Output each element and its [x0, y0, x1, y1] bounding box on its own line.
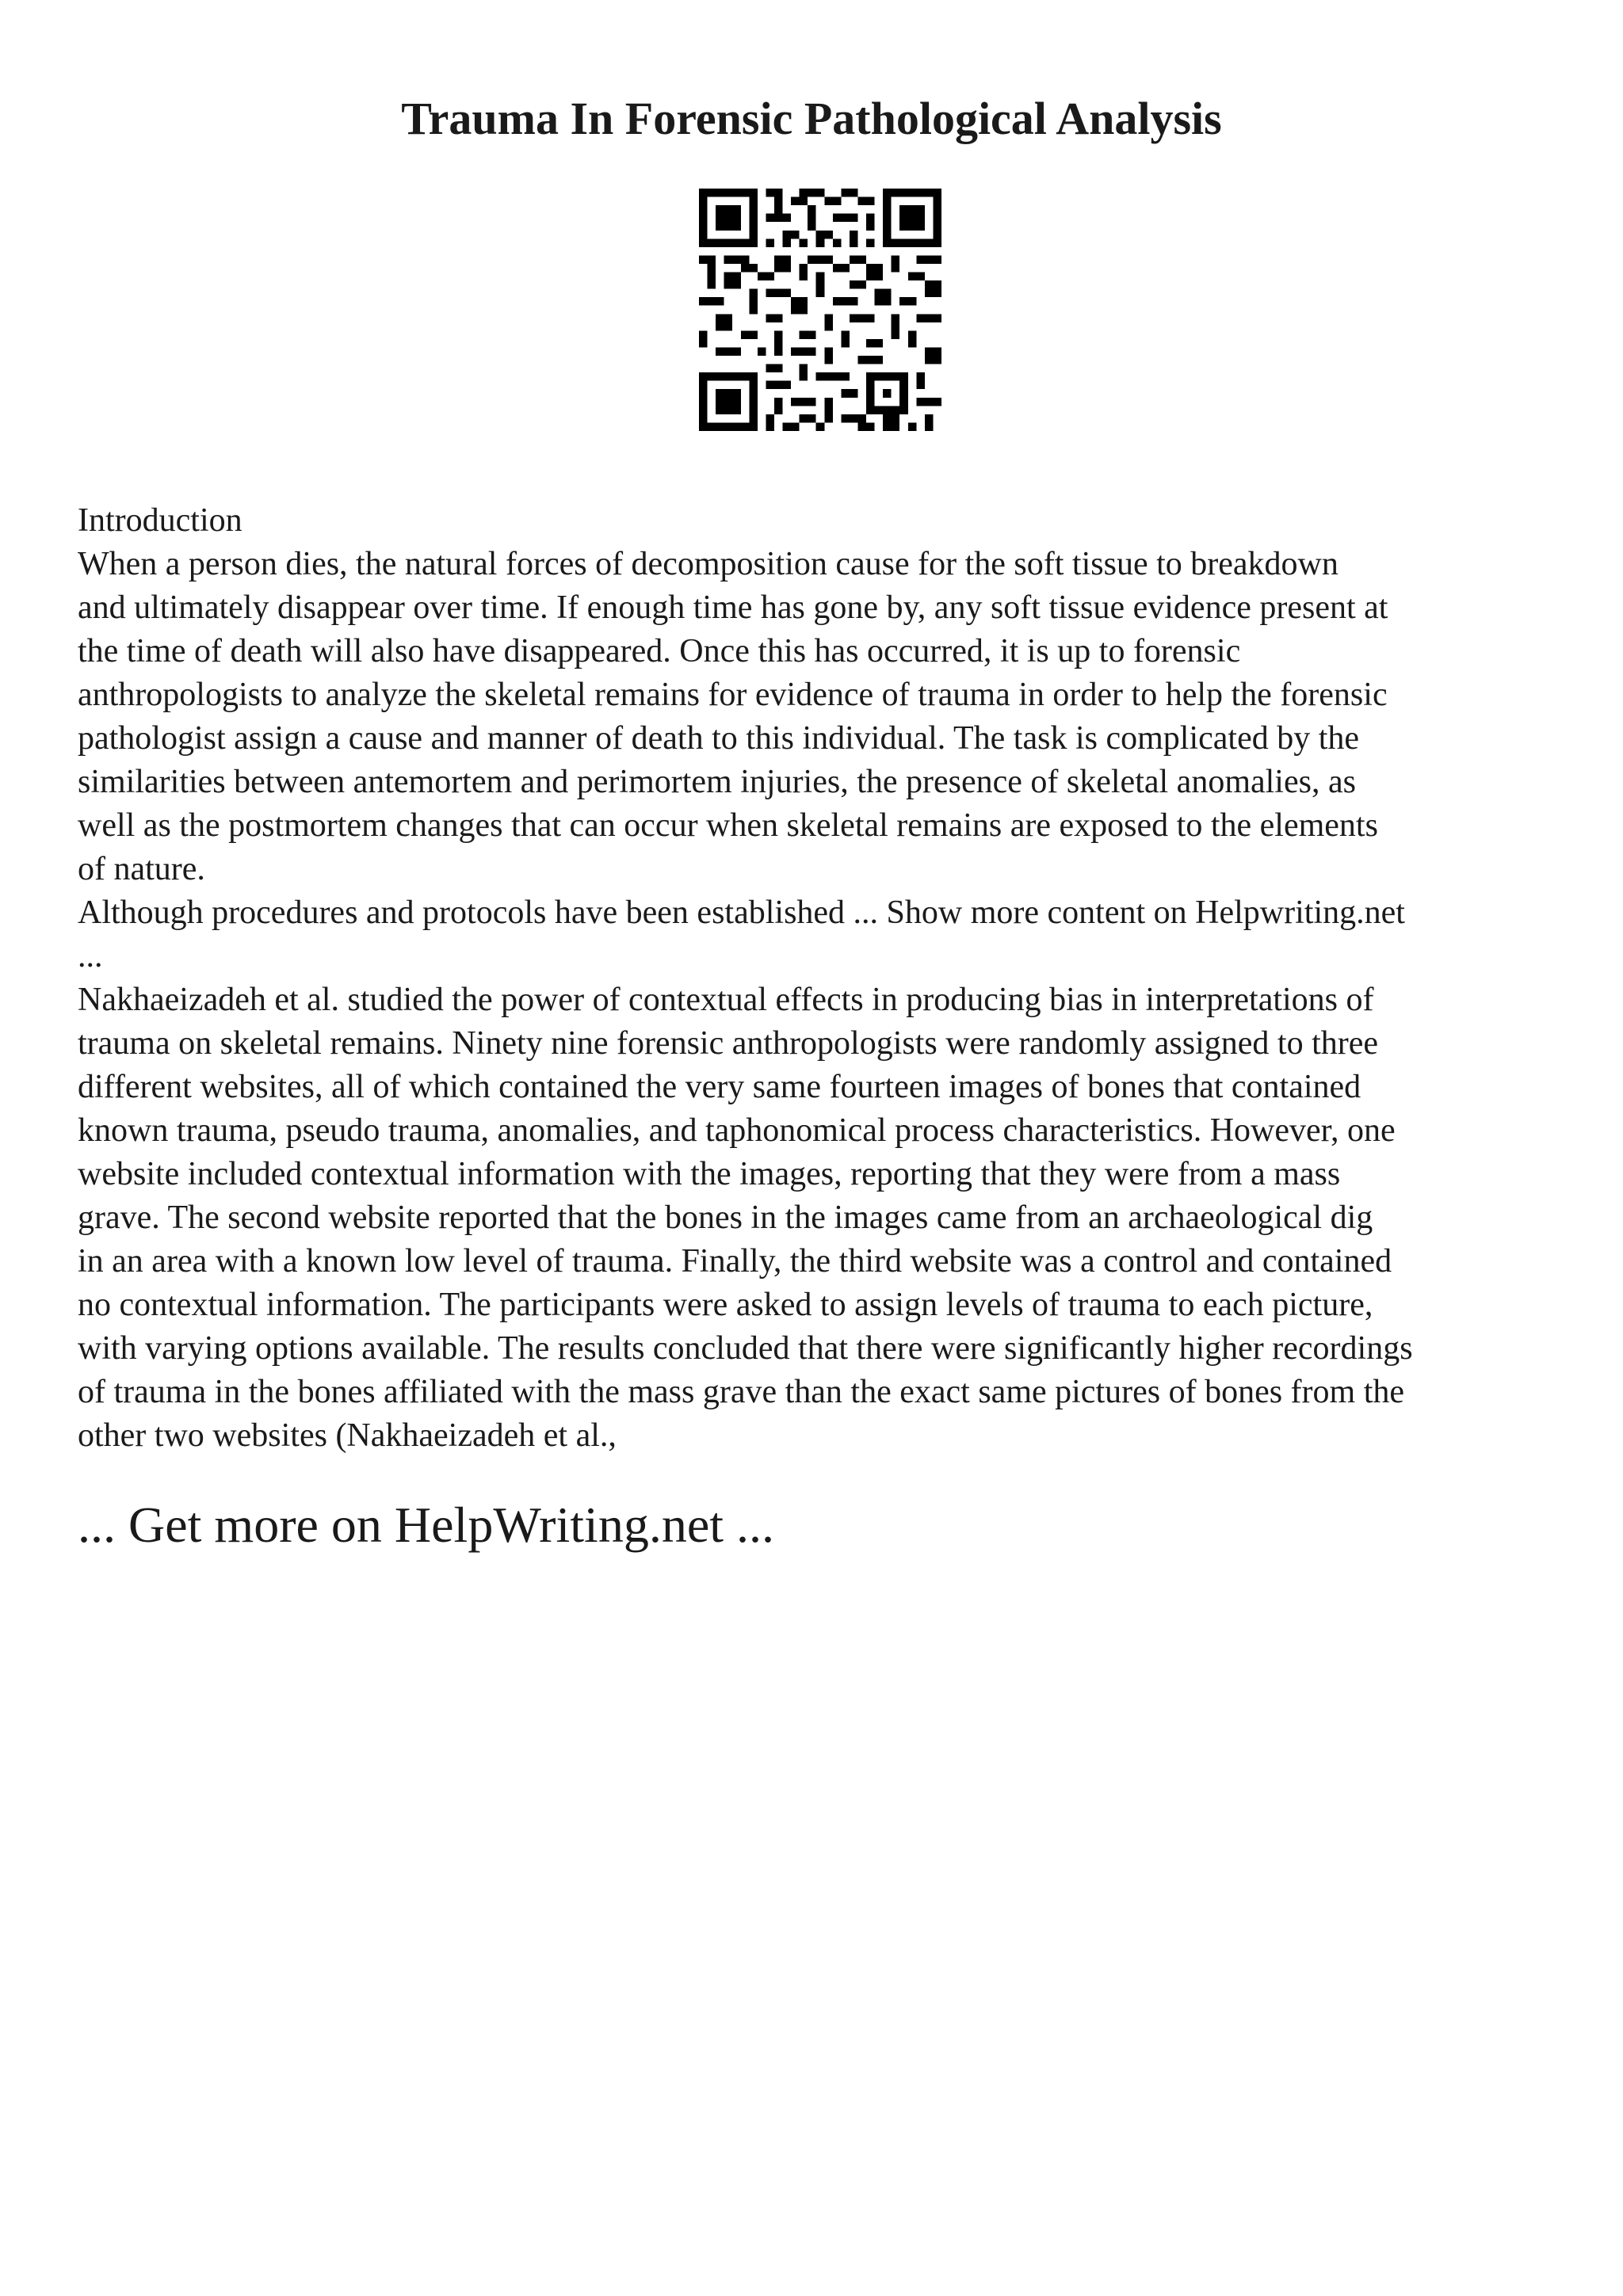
get-more-link[interactable]: ... Get more on HelpWriting.net ...	[78, 1497, 774, 1553]
qr-code-icon	[699, 189, 941, 431]
section-heading-introduction: Introduction	[78, 502, 242, 539]
page-title: Trauma In Forensic Pathological Analysis	[401, 93, 1222, 144]
paragraph-study: Nakhaeizadeh et al. studied the power of contextual effects in producing bias in interpretations of trauma on skeletal remains. Ninety nine forensic anthropologists were randomly assigned to three different websites, all of which contained the very same fourteen images of bones that contained known trauma, pseudo trauma, anomalies, and taphonomical process characteristics. However, one website included contextual information with the images, reporting that they were from a mass grave. The second website reported that the bones in the images came from an archaeological dig in an area with a known low level of trauma. Finally, the third website was a control and contained no contextual information. The participants were asked to assign levels of trauma to each picture, with varying options available. The results concluded that there were significantly higher recordings of trauma in the bones affiliated with the mass grave than the exact same pictures of bones from the other two websites (Nakhaeizadeh et al.,	[78, 982, 1413, 1454]
paragraph-show-more: Although procedures and protocols have been established ... Show more content on Helpwriting.net ...	[78, 894, 1405, 974]
paragraph-intro: When a person dies, the natural forces of decomposition cause for the soft tissue to breakdown and ultimately disappear over time. If enough time has gone by, any soft tissue evidence present at the time of death will also have disappeared. Once this has occurred, it is up to forensic anthropologists to analyze the skeletal remains for evidence of trauma in order to help the forensic pathologist assign a cause and manner of death to this individual. The task is complicated by the similarities between antemortem and perimortem injuries, the presence of skeletal anomalies, as well as the postmortem changes that can occur when skeletal remains are exposed to the elements of nature.	[78, 546, 1388, 887]
document-body	[78, 499, 1568, 1458]
